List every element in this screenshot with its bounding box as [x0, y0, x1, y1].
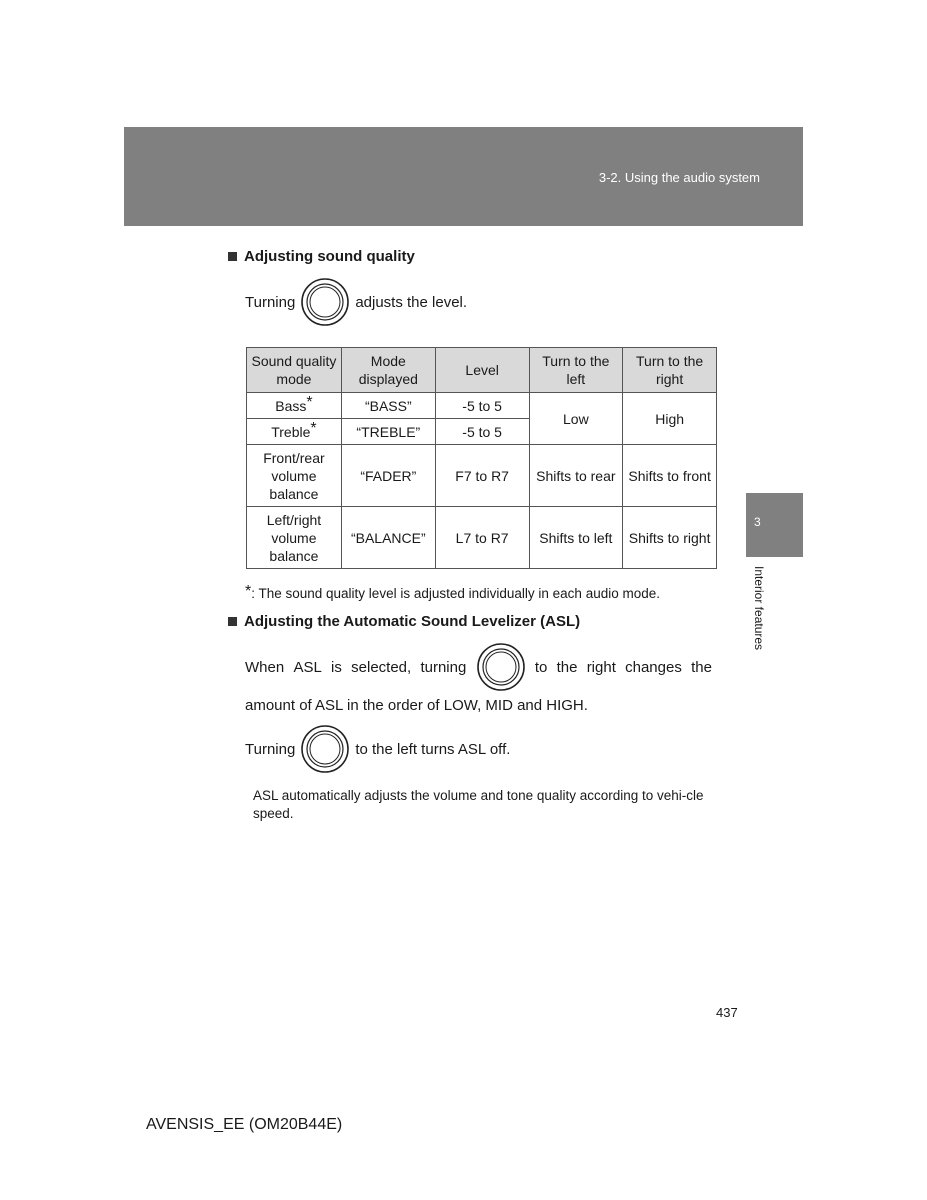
asl-heading-text: Adjusting the Automatic Sound Levelizer (ASL)	[244, 613, 581, 630]
table-header-row	[247, 348, 717, 393]
sound-quality-table	[246, 347, 717, 569]
table-cell-mode: Front/rear volume balance	[247, 445, 342, 507]
word: right	[586, 658, 616, 676]
tune-knob-icon	[300, 277, 350, 327]
table-row	[247, 507, 717, 569]
table-cell-right: High	[623, 393, 717, 445]
chapter-number: 3	[754, 515, 761, 529]
word: selected,	[351, 658, 412, 676]
sound-quality-instruction	[245, 277, 467, 327]
asterisk: *	[310, 419, 317, 437]
tune-knob-icon	[300, 724, 350, 774]
page-number: 437	[716, 1005, 738, 1020]
instruction-text-before: Turning	[245, 740, 296, 758]
footnote	[245, 583, 660, 601]
section-title: 3-2. Using the audio system	[598, 170, 760, 185]
table-cell-right: Shifts to front	[623, 445, 717, 507]
header-band	[124, 127, 803, 226]
table-row	[247, 393, 717, 419]
table-cell-mode	[247, 419, 342, 445]
table-cell-left: Shifts to rear	[529, 445, 623, 507]
table-cell-display: “TREBLE”	[341, 419, 435, 445]
table-cell-mode	[247, 393, 342, 419]
header-sound-quality-mode: Sound quality mode	[247, 348, 342, 393]
header-turn-left: Turn to the left	[529, 348, 623, 393]
table-cell-mode: Left/right volume balance	[247, 507, 342, 569]
word: ASL	[293, 658, 322, 676]
header-level: Level	[435, 348, 529, 393]
asterisk: *	[306, 393, 313, 411]
header-turn-right: Turn to the right	[623, 348, 717, 393]
word: is	[331, 658, 342, 676]
table-cell-display: “FADER”	[341, 445, 435, 507]
mode-text: Treble	[271, 423, 311, 440]
square-bullet-icon	[228, 252, 237, 261]
tune-knob-icon	[476, 642, 526, 692]
table-cell-display: “BALANCE”	[341, 507, 435, 569]
asterisk: *	[245, 583, 252, 600]
word: the	[691, 658, 712, 676]
asl-order-line: amount of ASL in the order of LOW, MID and HIGH.	[245, 697, 588, 714]
table-cell-level: -5 to 5	[435, 393, 529, 419]
header-mode-displayed: Mode displayed	[341, 348, 435, 393]
footnote-text: : The sound quality level is adjusted individually in each audio mode.	[251, 586, 660, 601]
square-bullet-icon	[228, 617, 237, 626]
table-cell-level: -5 to 5	[435, 419, 529, 445]
table-cell-level: F7 to R7	[435, 445, 529, 507]
table-row	[247, 445, 717, 507]
sound-quality-heading-text: Adjusting sound quality	[244, 248, 415, 265]
manual-code: AVENSIS_EE (OM20B44E)	[146, 1116, 343, 1133]
instruction-text-after: to the left turns ASL off.	[355, 740, 511, 758]
table-cell-display: “BASS”	[341, 393, 435, 419]
instruction-text-before: Turning	[245, 293, 296, 311]
asl-note: ASL automatically adjusts the volume and tone quality according to vehi-cle speed.	[253, 788, 704, 821]
table-cell-level: L7 to R7	[435, 507, 529, 569]
mode-text: Bass	[275, 397, 307, 414]
asl-heading	[228, 613, 580, 630]
sound-quality-heading	[228, 248, 415, 265]
instruction-text-after: adjusts the level.	[355, 293, 468, 311]
word: to	[534, 658, 548, 676]
word: the	[556, 658, 578, 676]
word: changes	[625, 658, 682, 676]
table-cell-right: Shifts to right	[623, 507, 717, 569]
table-cell-left: Shifts to left	[529, 507, 623, 569]
word: When	[245, 658, 285, 676]
chapter-tab	[746, 493, 803, 557]
asl-off-instruction	[245, 724, 510, 774]
asl-instruction-line	[245, 641, 712, 693]
word: turning	[420, 658, 467, 676]
table-cell-left: Low	[529, 393, 623, 445]
chapter-label: Interior features	[752, 566, 766, 651]
